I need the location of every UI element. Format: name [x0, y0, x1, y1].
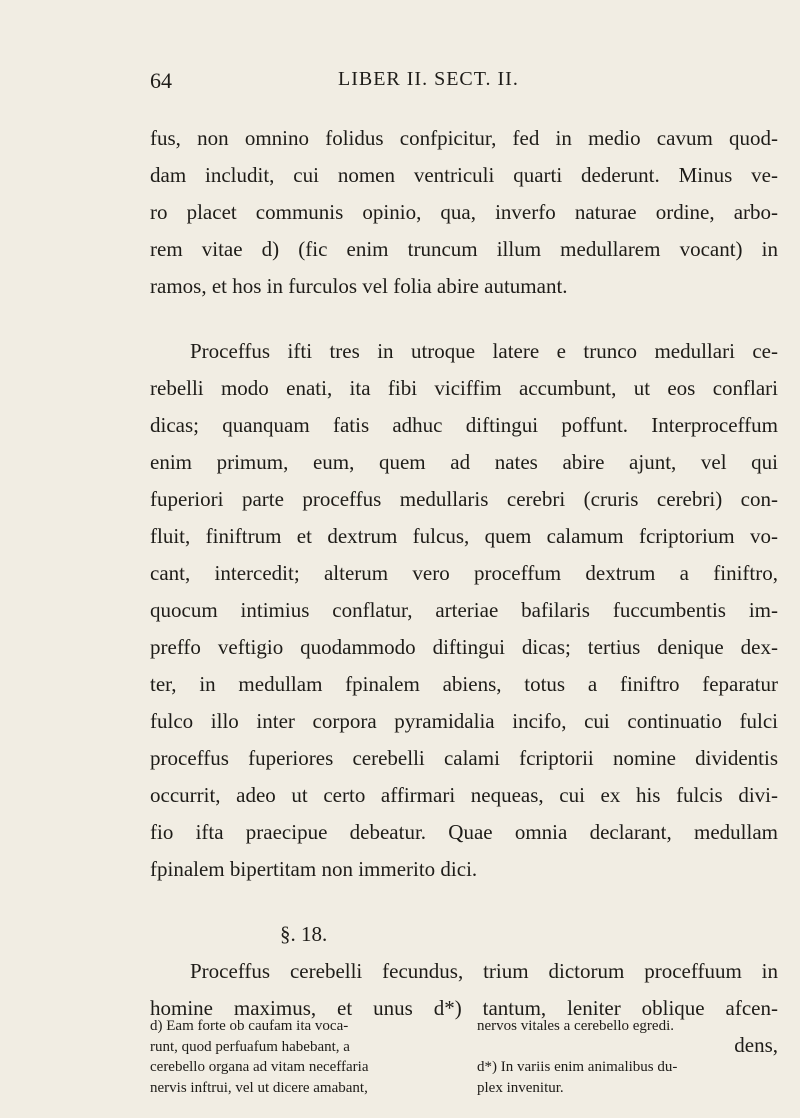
body-text	[150, 120, 778, 1064]
footnote-line: nervos vitales a cerebello egredi.	[477, 1018, 674, 1034]
footnote-line: cerebello organa ad vitam neceffaria	[150, 1059, 369, 1075]
footnote-line: nervis inftrui, vel ut dicere amabant,	[150, 1079, 368, 1096]
footnote-line	[477, 1037, 790, 1058]
text-line: fluit, finiftrum et dextrum fulcus, quem calamum fcriptorium vo-	[150, 524, 778, 548]
running-head: LIBER II. SECT. II.	[338, 68, 519, 90]
footnotes	[150, 1016, 790, 1098]
text-line: homine maximus, et unus d*) tantum, leniter oblique afcen-	[150, 996, 778, 1020]
paragraph-2	[150, 333, 778, 888]
footnote-line: d*) In variis enim animalibus du-	[477, 1059, 678, 1075]
text-line: fuperiori parte proceffus medullaris cerebri (cruris cerebri) con-	[150, 487, 778, 511]
text-line: ter, in medullam fpinalem abiens, totus a finiftro feparatur	[150, 672, 778, 696]
footnote-line: plex invenitur.	[477, 1079, 564, 1096]
text-line: ramos, et hos in furculos vel folia abire autumant.	[150, 274, 568, 298]
paragraph-1	[150, 120, 778, 305]
text-line: enim primum, eum, quem ad nates abire ajunt, vel qui	[150, 450, 778, 474]
text-line: Proceffus ifti tres in utroque latere e trunco medullari ce-	[190, 339, 778, 363]
text-line: Proceffus cerebelli fecundus, trium dictorum proceffuum in	[190, 959, 778, 983]
page-number: 64	[150, 68, 172, 93]
page-header	[0, 68, 800, 98]
text-line: cant, intercedit; alterum vero proceffum dextrum a finiftro,	[150, 561, 778, 585]
text-line: preffo veftigio quodammodo diftingui dicas; tertius denique dex-	[150, 635, 778, 659]
text-line: fio ifta praecipue debeatur. Quae omnia declarant, medullam	[150, 820, 778, 844]
text-line: proceffus fuperiores cerebelli calami fcriptorii nomine dividentis	[150, 746, 778, 770]
text-line: ro placet communis opinio, qua, inverfo naturae ordine, arbo-	[150, 200, 778, 224]
text-line: dicas; quanquam fatis adhuc diftingui poffunt. Interproceffum	[150, 413, 778, 437]
text-line: fus, non omnino folidus confpicitur, fed in medio cavum quod-	[150, 126, 778, 150]
footnote-line: runt, quod perfuafum habebant, a	[150, 1038, 350, 1055]
catchword: dens,	[734, 1033, 778, 1057]
text-line: occurrit, adeo ut certo affirmari nequeas, cui ex his fulcis divi-	[150, 783, 778, 807]
text-line: dam includit, cui nomen ventriculi quarti dederunt. Minus ve-	[150, 163, 778, 187]
footnote-line: d) Eam forte ob caufam ita voca-	[150, 1018, 349, 1034]
section-heading: §. 18.	[280, 922, 328, 946]
footnote-column-left	[150, 1016, 463, 1098]
text-line: rem vitae d) (fic enim truncum illum medullarem vocant) in	[150, 237, 778, 261]
footnote-column-right	[477, 1016, 790, 1098]
text-line: fulco illo inter corpora pyramidalia incifo, cui continuatio fulci	[150, 709, 778, 733]
text-line: rebelli modo enati, ita fibi viciffim accumbunt, ut eos conflari	[150, 376, 778, 400]
text-line: quocum intimius conflatur, arteriae bafilaris fuccumbentis im-	[150, 598, 778, 622]
text-line: fpinalem bipertitam non immerito dici.	[150, 857, 478, 881]
